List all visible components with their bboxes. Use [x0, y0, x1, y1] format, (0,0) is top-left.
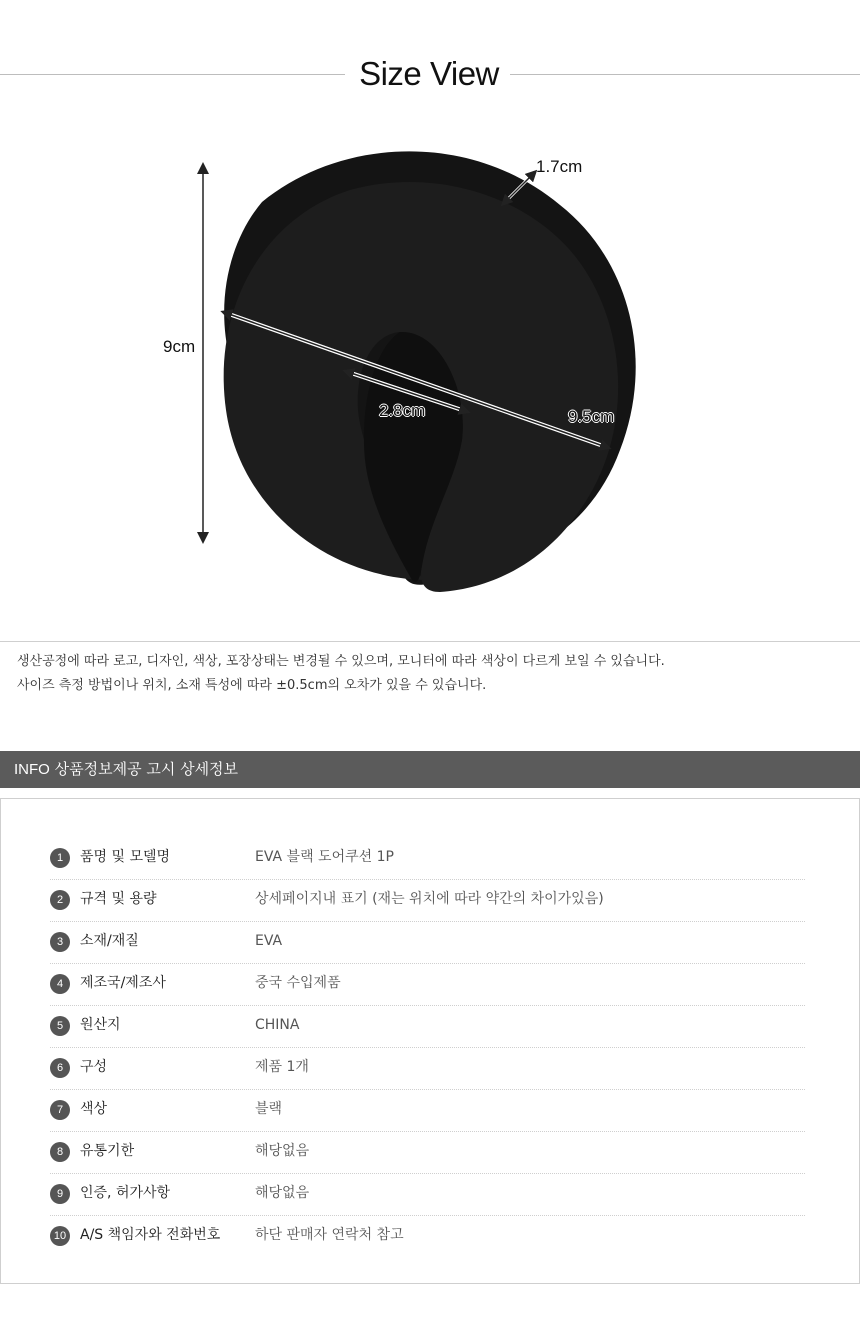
row-number-badge: 9	[50, 1184, 70, 1204]
row-number-badge: 6	[50, 1058, 70, 1078]
thickness-label: 1.7cm	[536, 157, 583, 176]
row-number-badge: 1	[50, 848, 70, 868]
row-key: 소재/재질	[80, 933, 139, 949]
row-value: 제품 1개	[255, 1059, 309, 1075]
info-title	[14, 751, 238, 788]
row-key: A/S 책임자와 전화번호	[80, 1227, 221, 1243]
row-number-badge: 7	[50, 1100, 70, 1120]
row-number-badge: 4	[50, 974, 70, 994]
row-key: 규격 및 용량	[80, 891, 157, 907]
door-cushion-illustration	[0, 110, 860, 630]
info-section-header	[0, 751, 860, 788]
table-row	[50, 880, 805, 922]
row-value: CHINA	[255, 1017, 300, 1033]
size-view-title: Size View	[359, 55, 499, 92]
height-label: 9cm	[163, 337, 196, 356]
outer-label: 9.5cm	[568, 407, 615, 426]
row-key: 품명 및 모델명	[80, 849, 171, 865]
row-value: EVA	[255, 933, 283, 949]
row-number-badge: 2	[50, 890, 70, 910]
row-number-badge: 8	[50, 1142, 70, 1162]
info-table	[50, 838, 805, 1257]
info-table-box	[0, 798, 860, 1284]
table-row	[50, 922, 805, 964]
row-value: EVA 블랙 도어쿠션 1P	[255, 849, 394, 865]
table-row	[50, 838, 805, 880]
row-value: 상세페이지내 표기 (재는 위치에 따라 약간의 차이가있음)	[255, 891, 604, 907]
row-value: 중국 수입제품	[255, 975, 341, 991]
row-key: 유통기한	[80, 1143, 135, 1159]
notice-line: 생산공정에 따라 로고, 디자인, 색상, 포장상태는 변경될 수 있으며, 모니터에 따라 색상이 다르게 보일 수 있습니다.	[17, 654, 665, 669]
row-key: 구성	[80, 1059, 108, 1075]
table-row	[50, 964, 805, 1006]
row-number-badge: 10	[50, 1226, 70, 1246]
row-value: 해당없음	[255, 1185, 310, 1201]
row-number-badge: 3	[50, 932, 70, 952]
inner-label: 2.8cm	[379, 401, 426, 420]
notice-text	[17, 650, 857, 698]
header-line-right	[510, 74, 860, 75]
product-size-figure	[0, 110, 860, 630]
row-key: 색상	[80, 1101, 108, 1117]
section-divider	[0, 641, 860, 642]
row-key: 인증, 허가사항	[80, 1185, 171, 1201]
table-row	[50, 1216, 805, 1257]
header-line-left	[0, 74, 345, 75]
info-title-en: INFO	[14, 761, 50, 778]
table-row	[50, 1174, 805, 1216]
table-row	[50, 1048, 805, 1090]
notice-line: 사이즈 측정 방법이나 위치, 소재 특성에 따라 ±0.5cm의 오차가 있을 수 있습니다.	[17, 678, 487, 693]
row-number-badge: 5	[50, 1016, 70, 1036]
row-value: 블랙	[255, 1101, 283, 1117]
row-key: 원산지	[80, 1017, 121, 1033]
info-title-ko: 상품정보제공 고시 상세정보	[54, 760, 239, 778]
row-key: 제조국/제조사	[80, 975, 166, 991]
table-row	[50, 1132, 805, 1174]
table-row	[50, 1006, 805, 1048]
row-value: 하단 판매자 연락처 참고	[255, 1227, 404, 1243]
table-row	[50, 1090, 805, 1132]
size-view-header	[0, 52, 860, 96]
row-value: 해당없음	[255, 1143, 310, 1159]
